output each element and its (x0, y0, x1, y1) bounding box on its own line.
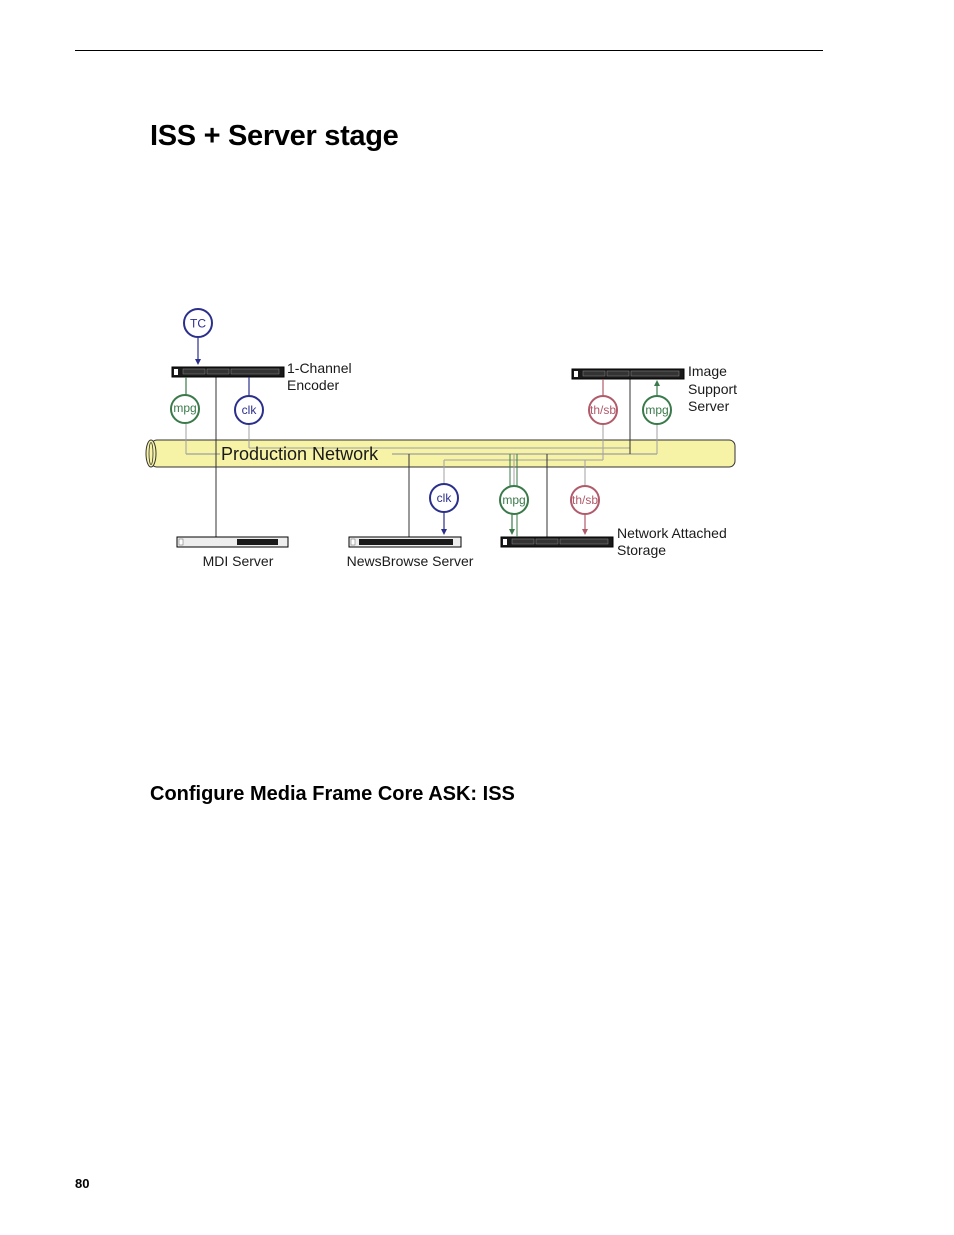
encoder-label-line1: 1-Channel (287, 360, 352, 376)
encoder-clk-label: clk (241, 403, 257, 417)
image-support-label-line2: Support (688, 381, 738, 397)
network-label: Production Network (221, 444, 379, 464)
mdi-server-device (177, 537, 288, 547)
image-support-server-device (572, 369, 684, 379)
newsbrowse-server-label: NewsBrowse Server (346, 553, 474, 569)
tc-bubble-label: TC (190, 316, 206, 331)
image-support-thsb-label: th/sb (589, 403, 617, 417)
newsbrowse-server-device (349, 537, 461, 547)
section-heading: Configure Media Frame Core ASK: ISS (150, 783, 515, 805)
mdi-server-label: MDI Server (202, 553, 274, 569)
image-support-label-line1: Image (688, 363, 727, 379)
nas-device (501, 537, 613, 547)
encoder-device (172, 367, 284, 377)
newsbrowse-clk-label: clk (436, 491, 452, 505)
nas-mpg-label: mpg (502, 493, 526, 507)
encoder-mpg-label: mpg (173, 401, 197, 415)
nas-thsb-label: th/sb (571, 493, 599, 507)
page-number: 80 (75, 1176, 90, 1191)
image-support-label-line3: Server (688, 398, 730, 414)
page-title: ISS + Server stage (150, 120, 399, 152)
image-support-mpg-label: mpg (645, 403, 669, 417)
nas-label-line2: Storage (617, 542, 667, 558)
encoder-label-line2: Encoder (287, 377, 340, 393)
nas-label-line1: Network Attached (617, 525, 727, 541)
